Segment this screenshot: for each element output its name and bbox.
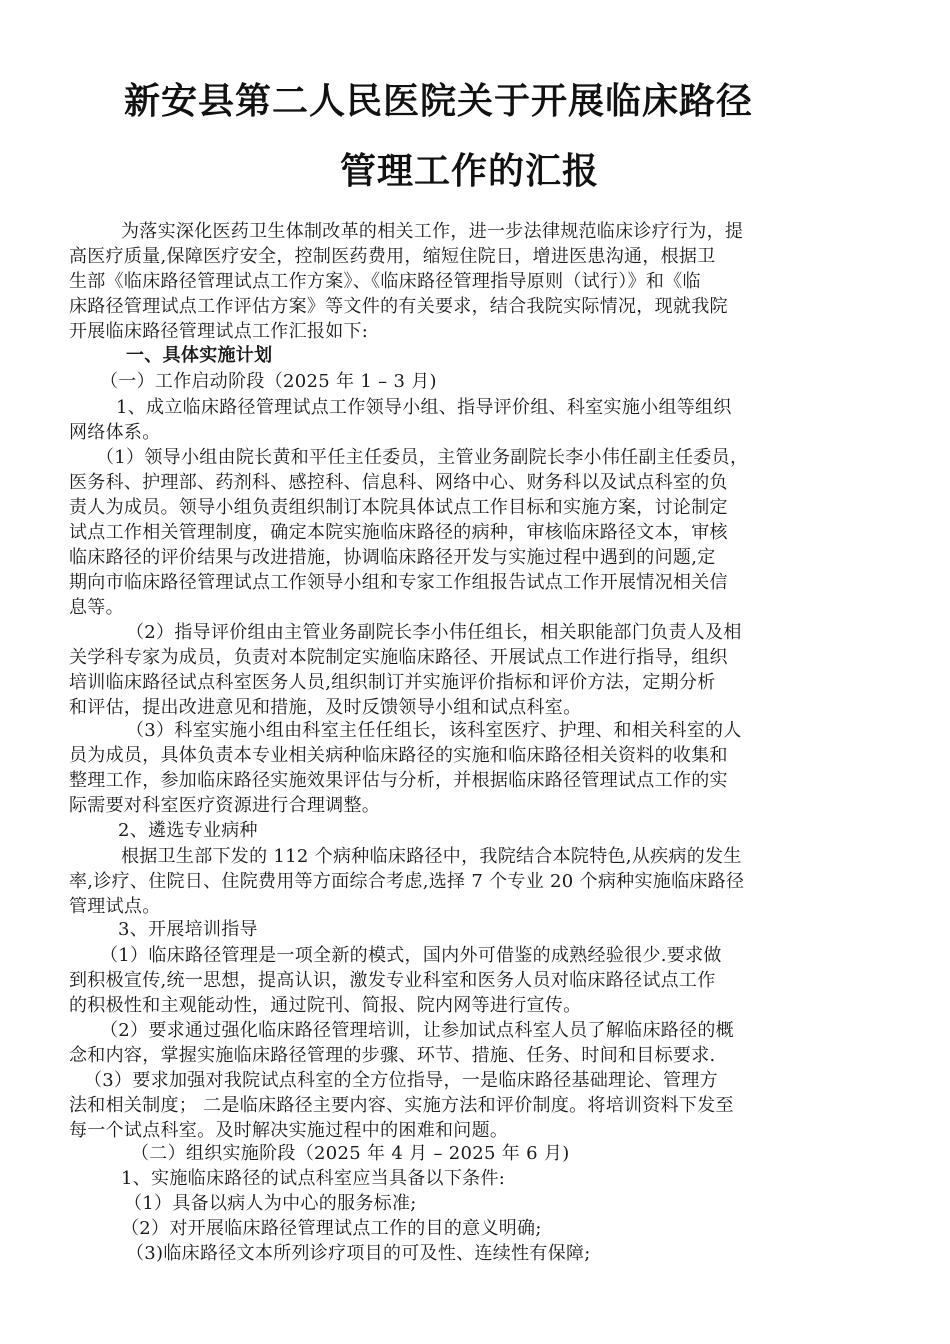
- body-line: 期向市临床路径管理试点工作领导小组和专家工作组报告试点工作开展情况相关信: [69, 572, 728, 593]
- body-line: （1）领导小组由院长黄和平任主任委员，主管业务副院长李小伟任副主任委员，: [96, 447, 749, 468]
- subsection-heading: （一）工作启动阶段（2025 年 1 – 3 月): [100, 371, 437, 392]
- subsection-heading: 2、遴选专业病种: [118, 820, 258, 841]
- body-line: 试点工作相关管理制度，确定本院实施临床路径的病种，审核临床路径文本，审核: [69, 522, 728, 543]
- body-line: 关学科专家为成员，负责对本院制定实施临床路径、开展试点工作进行指导，组织: [69, 647, 728, 668]
- body-line: 念和内容，掌握实施临床路径管理的步骤、环节、措施、任务、时间和目标要求.: [69, 1045, 716, 1066]
- intro-paragraph-line: 开展临床路径管理试点工作汇报如下:: [69, 321, 369, 342]
- body-line: （2）要求通过强化临床路径管理培训，让参加试点科室人员了解临床路径的概: [100, 1020, 734, 1041]
- body-line: 法和相关制度； 二是临床路径主要内容、实施方法和评价制度。将培训资料下发至: [69, 1095, 734, 1116]
- body-line: 率,诊疗、住院日、住院费用等方面综合考虑,选择 7 个专业 20 个病种实施临床路径: [69, 871, 745, 892]
- body-line: 和评估，提出改进意见和措施，及时反馈领导小组和试点科室。: [69, 697, 582, 718]
- intro-paragraph-line: 高医疗质量,保障医疗安全，控制医药费用，缩短住院日，增进医患沟通，根据卫: [69, 246, 716, 267]
- body-line: 临床路径的评价结果与改进措施，协调临床路径开发与实施过程中遇到的问题,定: [69, 547, 716, 568]
- body-line: （3）科室实施小组由科室主任任组长，该科室医疗、护理、和相关科室的人: [126, 720, 742, 741]
- body-line: （2）指导评价组由主管业务副院长李小伟任组长，相关职能部门负责人及相: [126, 622, 742, 643]
- body-line: （3）要求加强对我院试点科室的全方位指导，一是临床路径基础理论、管理方: [84, 1070, 718, 1091]
- body-line: 1、成立临床路径管理试点工作领导小组、指导评价组、科室实施小组等组织: [116, 397, 732, 418]
- body-line: 1、实施临床路径的试点科室应当具备以下条件:: [121, 1168, 506, 1189]
- body-line: 网络体系。: [69, 422, 161, 443]
- body-line: （2）对开展临床路径管理试点工作的目的意义明确;: [121, 1218, 542, 1239]
- body-line: 整理工作，参加临床路径实施效果评估与分析，并根据临床路径管理试点工作的实: [69, 770, 728, 791]
- intro-paragraph-line: 为落实深化医药卫生体制改革的相关工作，进一步法律规范临床诊疗行为，提: [121, 221, 744, 242]
- intro-paragraph-line: 床路径管理试点工作评估方案》等文件的有关要求，结合我院实际情况，现就我院: [69, 296, 728, 317]
- body-line: 际需要对科室医疗资源进行合理调整。: [69, 795, 381, 816]
- body-line: 每一个试点科室。及时解决实施过程中的困难和问题。: [69, 1120, 509, 1141]
- body-line: 根据卫生部下发的 112 个病种临床路径中，我院结合本院特色,从疾病的发生: [121, 846, 742, 867]
- body-line: （1）临床路径管理是一项全新的模式，国内外可借鉴的成熟经验很少.要求做: [100, 945, 722, 966]
- subsection-heading: （二）组织实施阶段（2025 年 4 月 – 2025 年 6 月): [131, 1143, 570, 1164]
- body-line: 培训临床路径试点科室医务人员,组织制订并实施评价指标和评价方法，定期分析: [69, 672, 716, 693]
- body-line: 员为成员，具体负责本专业相关病种临床路径的实施和临床路径相关资料的收集和: [69, 745, 728, 766]
- document-title-line-2: 管理工作的汇报: [340, 151, 600, 192]
- body-line: 管理试点。: [69, 896, 161, 917]
- intro-paragraph-line: 生部《临床路径管理试点工作方案》、《临床路径管理指导原则（试行）》和《临: [69, 271, 701, 292]
- body-line: 到积极宣传,统一思想，提高认识，激发专业科室和医务人员对临床路径试点工作: [69, 970, 716, 991]
- body-line: （3)临床路径文本所列诊疗项目的可及性、连续性有保障;: [126, 1243, 591, 1264]
- body-line: （1）具备以病人为中心的服务标准;: [124, 1193, 417, 1214]
- subsection-heading: 3、开展培训指导: [118, 919, 258, 940]
- section-heading: 一、具体实施计划: [126, 345, 273, 366]
- document-title-line-1: 新安县第二人民医院关于开展临床路径: [124, 81, 754, 122]
- body-line: 的积极性和主观能动性，通过院刊、简报、院内网等进行宣传。: [69, 995, 582, 1016]
- body-line: 息等。: [69, 597, 124, 618]
- body-line: 责人为成员。领导小组负责组织制订本院具体试点工作目标和实施方案，讨论制定: [69, 497, 728, 518]
- body-line: 医务科、护理部、药剂科、感控科、信息科、网络中心、财务科以及试点科室的负: [69, 472, 728, 493]
